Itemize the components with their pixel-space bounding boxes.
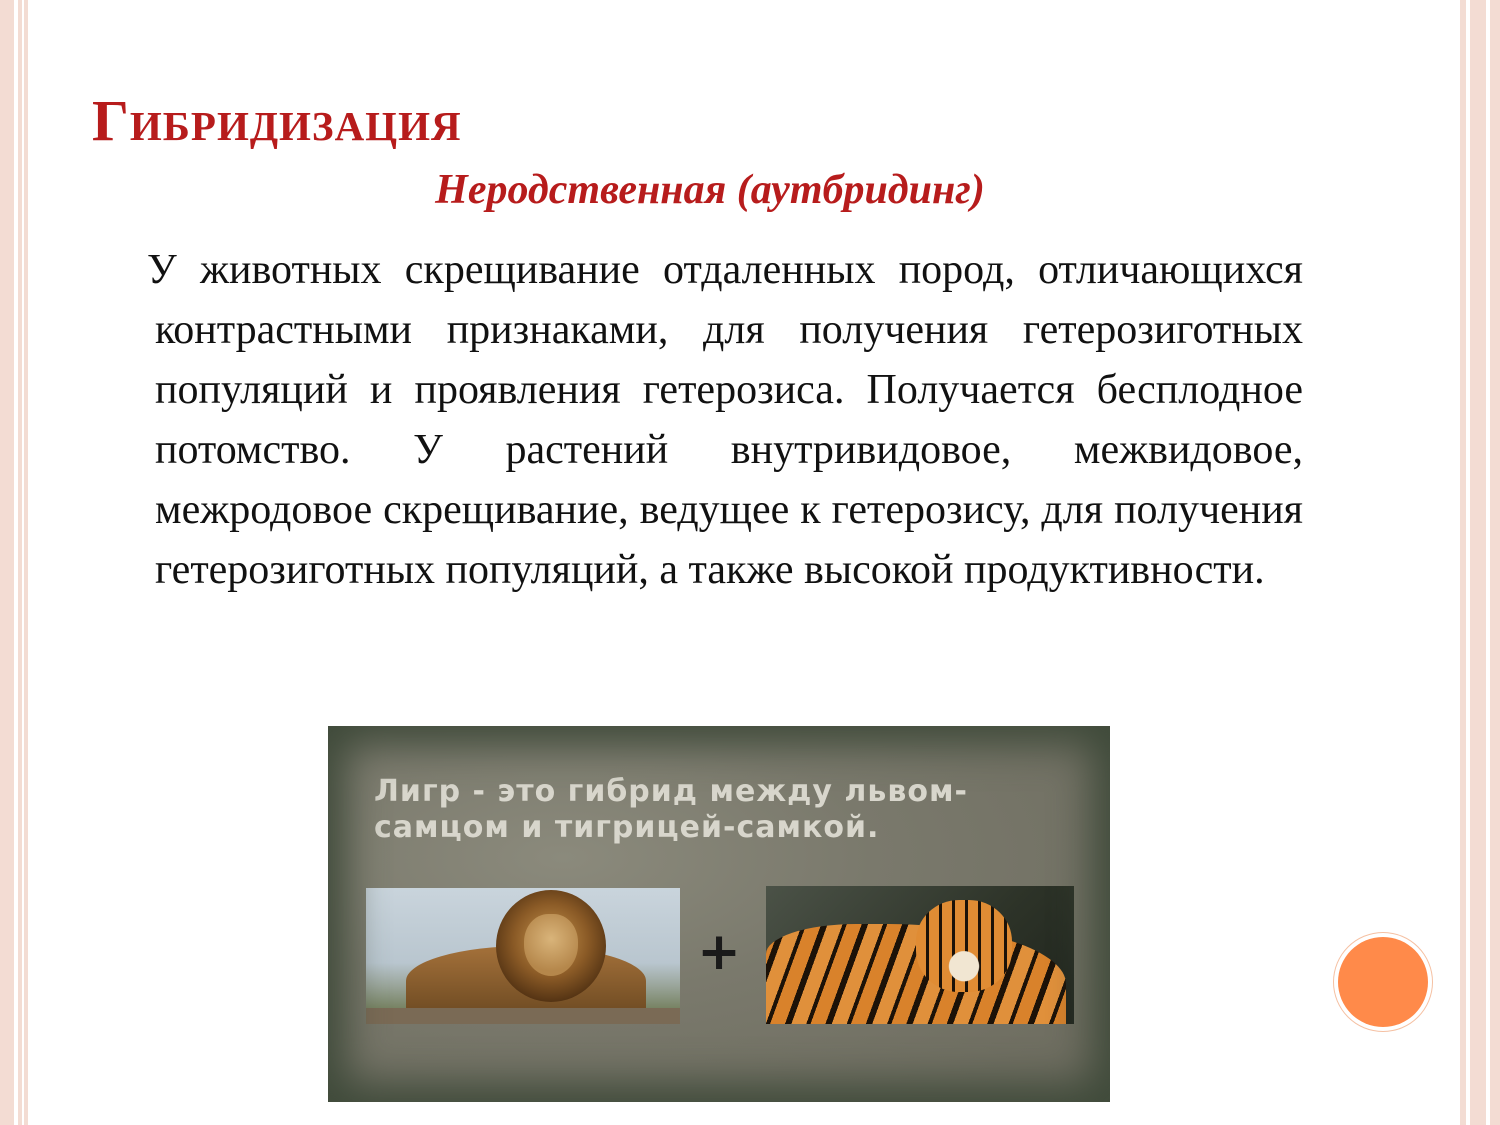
slide-subtitle: Неродственная (аутбридинг) xyxy=(435,167,985,213)
slide-title: Гибридизация xyxy=(92,88,462,153)
orange-decorative-circle xyxy=(1338,937,1428,1027)
liger-illustration xyxy=(328,726,1110,1102)
illustration-caption: Лигр - это гибрид между львом-самцом и тигрицей-самкой. xyxy=(374,774,968,845)
illustration-frame xyxy=(328,726,1110,1102)
right-decorative-border xyxy=(1430,0,1500,1125)
slide-body-text: У животных скрещивание отдаленных пород, отличающихся контрастными признаками, для получения гетерозиготных популяций и проявления гетерозиса. Получается бесплодное потомство. У растений внутривидовое, межвидовое, межродовое скрещивание, ведущее к гетерозису, для получения гетерозиготных популяций, а также высокой продуктивности. xyxy=(147,247,1303,593)
plus-icon: + xyxy=(697,922,741,982)
